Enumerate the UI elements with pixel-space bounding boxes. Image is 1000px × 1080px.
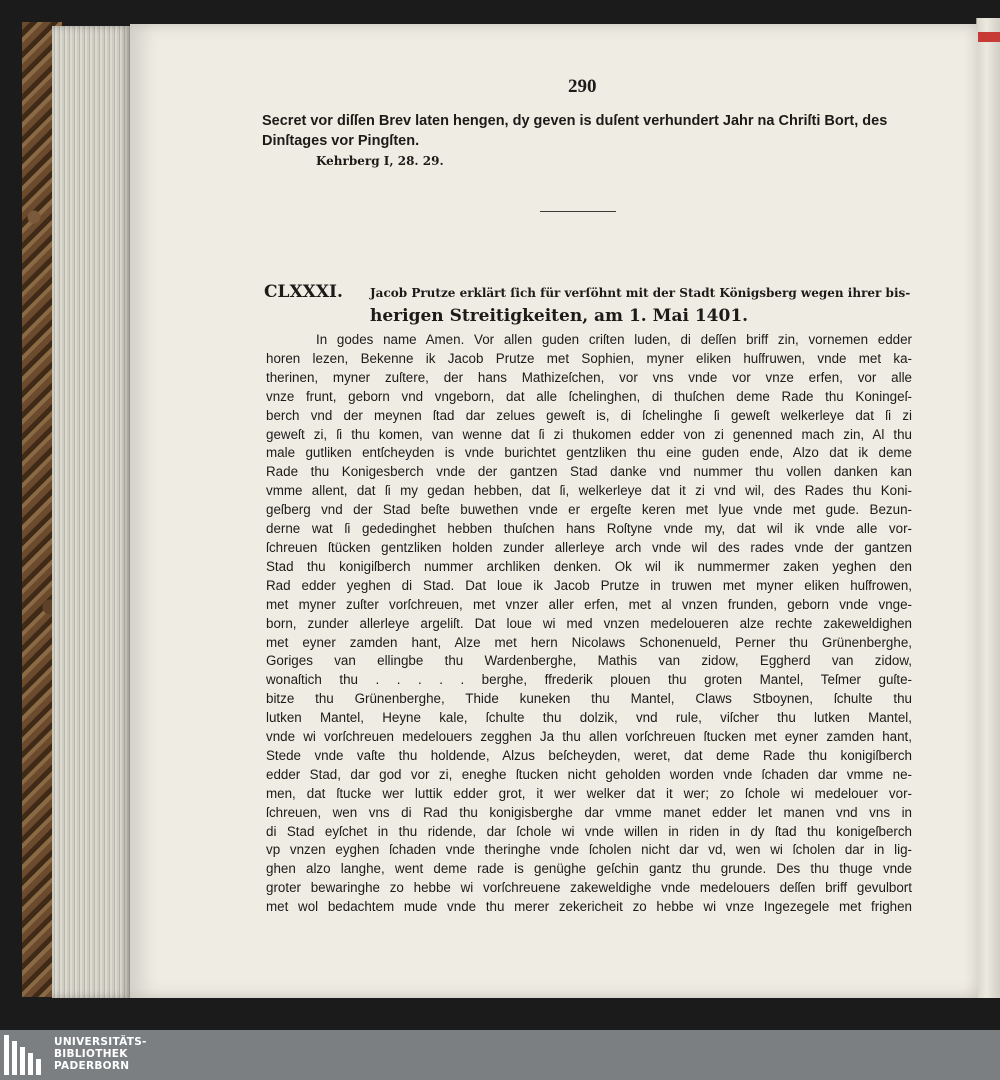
source-reference: Kehrberg I, 28. 29. xyxy=(316,154,444,168)
body-line: vmme allent, dat ſi my gedan hebben, dat ſi, welkerleye dat it zi vnd wil, des Rades thu Koni- xyxy=(266,483,912,499)
body-line: ſchreuen ſtücken gentzliken holden zunder allerleye arch vnde wil des rades vnde der gantzen xyxy=(266,539,912,555)
body-line: bitze thu Grünenberghe, Thide kuneken thu Mantel, Claws Stboynen, ſchulte thu xyxy=(266,691,912,707)
body-line: vnze frunt, geborn vnd vngeborn, dat alle ſchelinghen, di thuſchen deme Rade thu Koningeſ- xyxy=(266,388,912,404)
body-line: geſberg vnd der Stad beſte buwethen vnde er ergeſte keren met lyue vnde met gude. Bezun- xyxy=(266,502,912,518)
body-line: vnde wi vorſchreuen medelouers zegghen Ja thu allen vorſchreuen ſtucken met eyner zamden hant, xyxy=(266,729,912,745)
body-line: edder Stad, dar god vor zi, eneghe ſtucken nicht geholden worden vnde ſchaden dar vmme ne- xyxy=(266,766,912,782)
library-logo-icon xyxy=(4,1035,48,1075)
body-line: wonaſtich thu . . . . . berghe, ffrederik plouen thu groten Mantel, Teſmer guſte- xyxy=(266,672,912,688)
body-line: Rad edder yeghen di Stad. Dat loue ik Jacob Prutze in truwen met myner eliken huſfrowen, xyxy=(266,577,912,593)
library-name-line-3: PADERBORN xyxy=(54,1060,130,1072)
header-line-1: Secret vor diſſen Brev laten hengen, dy geven is duſent verhundert Jahr na Chriſti Bort, des xyxy=(262,113,888,129)
library-footer xyxy=(0,1030,1000,1080)
body-line: Goriges van ellingbe thu Wardenberghe, Mathis van zidow, Eggherd van zidow, xyxy=(266,653,912,669)
body-line: ghen alzo langhe, went deme rade is genüghe geſchin gantz thu grunde. Des thu thuge vnde xyxy=(266,861,912,877)
body-line: berch vnd der meynen ſtad dar zelues geweſt is, di ſchelinghe ſi geweſt welkerleye dat ſi zi xyxy=(266,407,912,423)
body-line: geweſt zi, ſi thu komen, van wenne dat ſi zi thukomen edder von zi genenned mach zin, Al thu xyxy=(266,426,912,442)
body-line: met eyner zamden hant, Alze met hern Nicolaws Schonenueld, Perner thu Grünenberghe, xyxy=(266,634,912,650)
next-page-edge xyxy=(976,18,1000,998)
body-line: horen lezen, Bekenne ik Jacob Prutze met Sophien, myner eliken huſfruwen, vnde met ka- xyxy=(266,350,912,366)
document-title-line-2: herigen Streitigkeiten, am 1. Mai 1401. xyxy=(370,306,749,326)
body-line: Rade thu Konigesberch vnde der gantzen Stad danke vnd nummer thu vollen danken kan xyxy=(266,464,912,480)
library-name-line-1: UNIVERSITÄTS- xyxy=(54,1036,147,1048)
body-line: lutken Mantel, Heyne kale, ſchulte thu dolzik, vnd rule, viſcher thu lutken Mantel, xyxy=(266,710,912,726)
body-line: born, zunder allerleye argeliſt. Dat loue wi med vnzen medeloueren alze rechte zakeweldighen xyxy=(266,615,912,631)
library-name xyxy=(54,1036,147,1072)
body-line: Stede vnde vaſte thu holdende, Alzus beſcheyden, weret, dat deme Rade thu konigiſberch xyxy=(266,747,912,763)
body-line: Stad thu konigiſberch nummer archliken denken. Ok wil ik nummermer zaken yeghen den xyxy=(266,558,912,574)
body-line: men, dat ſtucke wer luttik edder grot, it wer welker dat it wer; zo ſchole wi medelouer vor- xyxy=(266,785,912,801)
body-line: therinen, myner zuſtere, der hans Mathizeſchen, vor vns vnde vor vnze erfen, vor alle xyxy=(266,369,912,385)
document-title xyxy=(370,282,912,328)
page-number: 290 xyxy=(568,76,597,97)
library-name-line-2: BIBLIOTHEK xyxy=(54,1048,128,1060)
body-line: met wol bedachtem mude vnde thu merer zekericheit zo hebbe wi vnze Ingezegele met frighen xyxy=(266,899,912,915)
document-title-line-1: Jacob Prutze erklärt ſich für verſöhnt mit der Stadt Königsberg wegen ihrer bis- xyxy=(370,286,911,300)
page-stack-edge xyxy=(52,26,132,998)
body-line: ſchreuen, wen vns di Rad thu konigisberghe dar vmme manet edder let manen vnd vns in xyxy=(266,804,912,820)
ribbon-marker xyxy=(977,32,1000,42)
body-line: met myner zuſter vorſchreuen, met vnzer aller erfen, met al vnzen frunden, geborn vnde vnge- xyxy=(266,596,912,612)
section-divider xyxy=(540,211,616,212)
body-line: male gutliken entſcheyden is vnde burichtet gentzliken thu eine guden ende, Alzo dat ik deme xyxy=(266,445,912,461)
body-line: groter bewaringhe zo hebbe wi vorſchreuene zakeweldighe vnde medelouers deſſen briff gevulbort xyxy=(266,880,912,896)
document-body xyxy=(266,331,912,917)
document-number: CLXXXI. xyxy=(264,282,343,302)
body-line: derne wat ſi gededinghet hebben thuſchen hans Roſtyne vnde my, dat wil ik vnde alle vor- xyxy=(266,521,912,537)
header-line-2: Dinſtages vor Pingſten. xyxy=(262,133,420,149)
body-line: In godes name Amen. Vor allen guden criſten luden, di deſſen briff zin, vornemen edder xyxy=(316,332,912,347)
body-line: di Stad eyſchet in thu ridende, dar ſchole wi vnde willen in riden in dy ſtad thu konigeſberch xyxy=(266,823,912,839)
body-line: vp vnzen eyghen ſchaden vnde theringhe vnde ſcholen nicht dar vd, wen wi ſcholen dar in lig- xyxy=(266,842,912,858)
